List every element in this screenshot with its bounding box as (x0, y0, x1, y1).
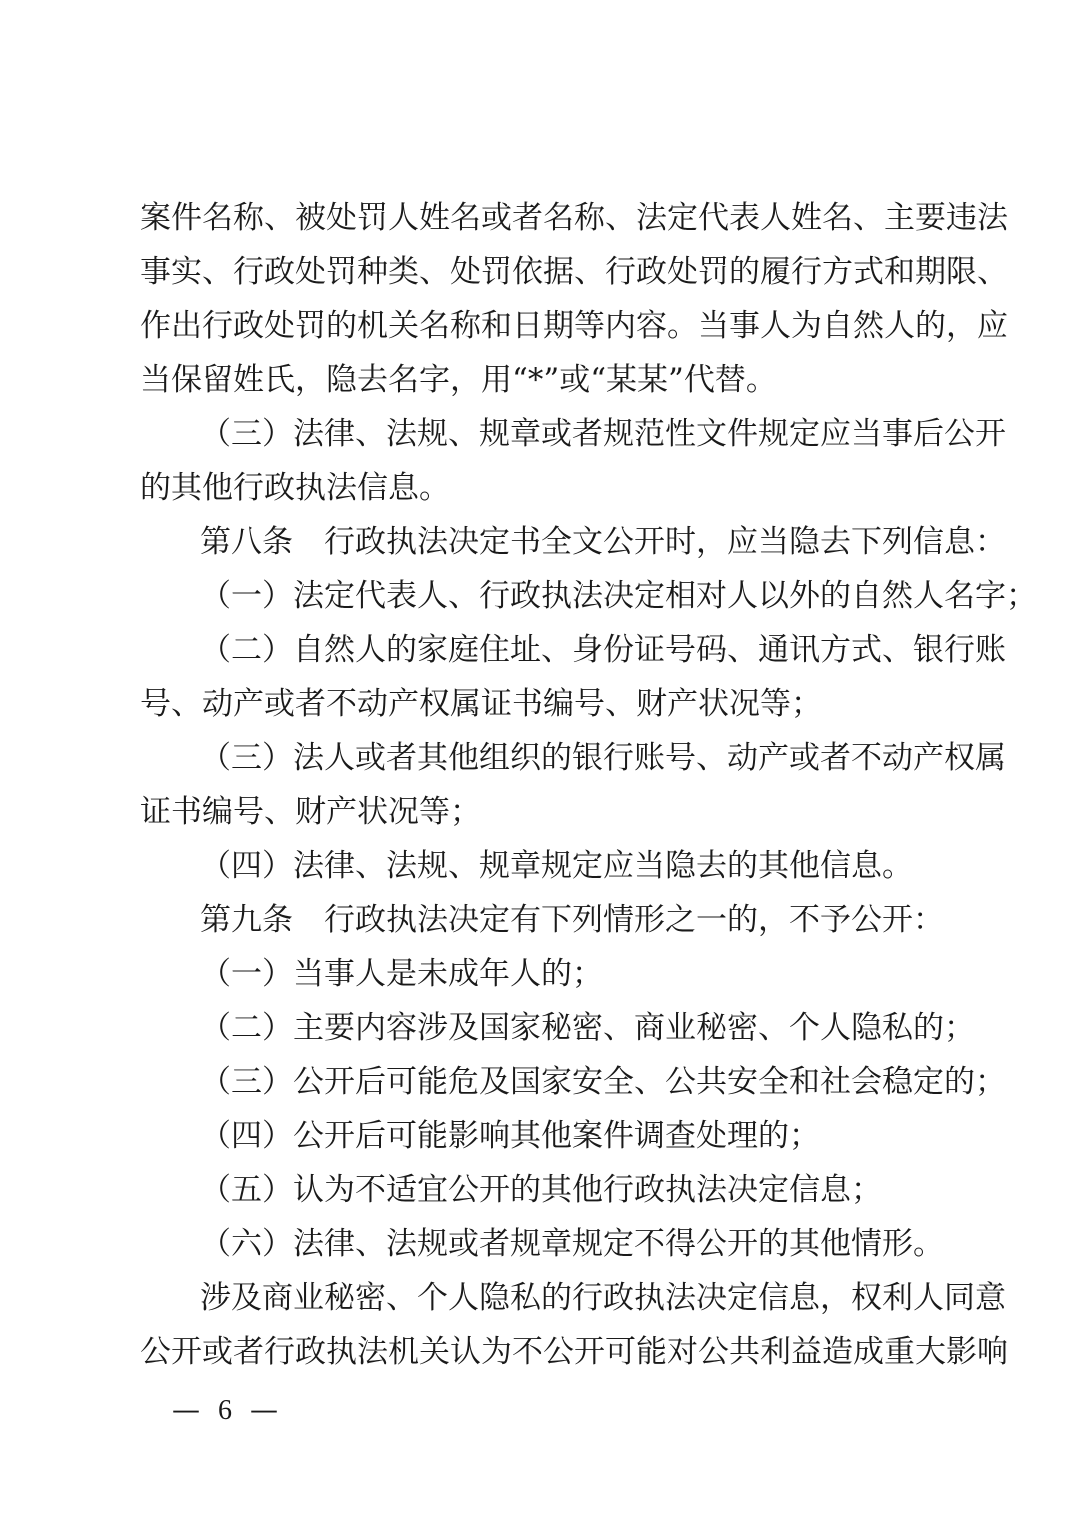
text-line-19: （五）认为不适宜公开的其他行政执法决定信息； (200, 1172, 882, 1208)
footer-dash-right: — (250, 1393, 278, 1426)
text-line-6: 的其他行政执法信息。 (140, 470, 450, 506)
text-line-11: （三）法人或者其他组织的银行账号、动产或者不动产权属 (200, 740, 1006, 776)
text-line-2: 事实、行政处罚种类、处罚依据、行政处罚的履行方式和期限、 (140, 254, 1008, 290)
text-line-1: 案件名称、被处罚人姓名或者名称、法定代表人姓名、主要违法 (140, 200, 1008, 236)
text-line-17: （三）公开后可能危及国家安全、公共安全和社会稳定的； (200, 1064, 1006, 1100)
text-line-8: （一）法定代表人、行政执法决定相对人以外的自然人名字； (200, 578, 1037, 614)
article-9-heading: 第九条 行政执法决定有下列情形之一的，不予公开： (200, 902, 944, 938)
page-number: 6 (218, 1395, 232, 1426)
text-line-13: （四）法律、法规、规章规定应当隐去的其他信息。 (200, 848, 913, 884)
text-line-21: 涉及商业秘密、个人隐私的行政执法决定信息，权利人同意 (200, 1280, 1006, 1316)
page-footer (172, 1388, 278, 1432)
text-line-10: 号、动产或者不动产权属证书编号、财产状况等； (140, 686, 822, 722)
article-8-heading: 第八条 行政执法决定书全文公开时，应当隐去下列信息： (200, 524, 1006, 560)
text-line-9: （二）自然人的家庭住址、身份证号码、通讯方式、银行账 (200, 632, 1006, 668)
text-line-20: （六）法律、法规或者规章规定不得公开的其他情形。 (200, 1226, 944, 1262)
text-line-16: （二）主要内容涉及国家秘密、商业秘密、个人隐私的； (200, 1010, 975, 1046)
text-line-3: 作出行政处罚的机关名称和日期等内容。当事人为自然人的，应 (140, 308, 1008, 344)
footer-dash-left: — (172, 1393, 200, 1426)
text-line-12: 证书编号、财产状况等； (140, 794, 481, 830)
text-line-18: （四）公开后可能影响其他案件调查处理的； (200, 1118, 820, 1154)
text-line-5: （三）法律、法规、规章或者规范性文件规定应当事后公开 (200, 416, 1006, 452)
text-line-22: 公开或者行政执法机关认为不公开可能对公共利益造成重大影响 (140, 1334, 1008, 1370)
text-line-4: 当保留姓氏，隐去名字，用“*”或“某某”代替。 (140, 362, 777, 398)
text-line-15: （一）当事人是未成年人的； (200, 956, 603, 992)
